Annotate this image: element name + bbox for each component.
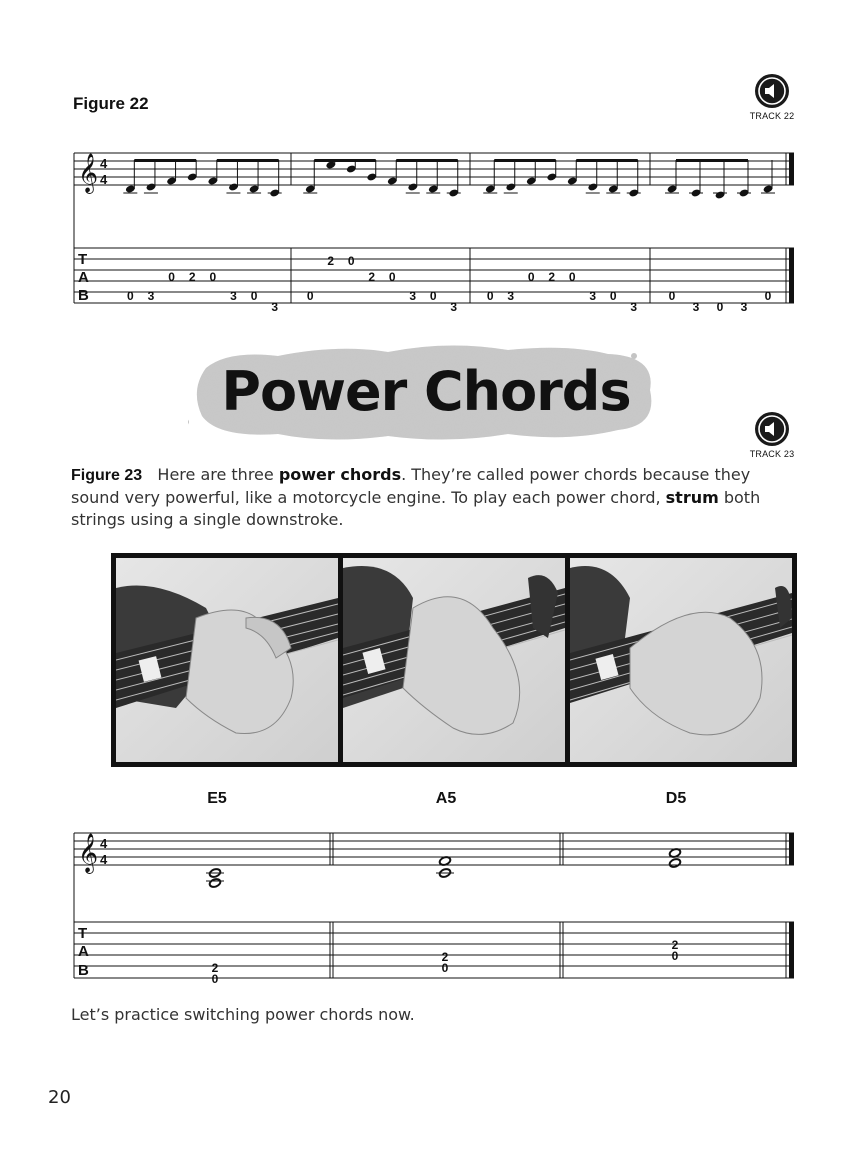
photo-d5-hand	[570, 558, 792, 762]
chord-a5-notes	[436, 856, 454, 879]
tab-number: 2	[368, 270, 376, 284]
text-segment: Here are three	[157, 465, 279, 484]
tab-clef-a: A	[78, 269, 89, 286]
note-beam	[314, 159, 376, 162]
tab-clef-b: B	[78, 962, 89, 979]
photo-a5-hand	[343, 558, 565, 762]
tab-clef-b: B	[78, 287, 89, 304]
time-sig-top: 4	[100, 836, 108, 851]
tab-clef-a: A	[78, 943, 89, 960]
figure-23-tab-staff	[74, 922, 794, 978]
tab-number: 3	[740, 300, 748, 314]
tab-number: 0	[764, 289, 772, 303]
time-sig-bottom: 4	[100, 852, 108, 867]
tab-number: 3	[450, 300, 458, 314]
chord-name-e5: E5	[207, 790, 227, 807]
tab-number: 3	[589, 289, 597, 303]
tab-number: 0	[306, 289, 314, 303]
track-22-label: TRACK 22	[749, 111, 795, 121]
note-beam	[134, 159, 196, 162]
power-chords-banner	[188, 338, 664, 446]
tab-number: 0	[126, 289, 134, 303]
tab-number: 0	[250, 289, 258, 303]
figure-23-barlines	[330, 833, 786, 978]
track-22-badge[interactable]	[732, 74, 812, 121]
tab-a5-a-string: 0	[441, 961, 449, 975]
tab-number: 0	[347, 254, 355, 268]
figure-23-label: Figure 23	[71, 467, 143, 484]
tab-number: 0	[527, 270, 535, 284]
tab-number: 3	[507, 289, 515, 303]
closing-text: Let’s practice switching power chords now.	[71, 1005, 415, 1024]
tab-clef-t: T	[78, 251, 88, 268]
text-segment: . They’re called power chords because they sound very powerful, like a motorcycle engine. To play each power chord,	[71, 465, 751, 507]
figure-22-staff	[74, 153, 794, 185]
tab-number: 3	[271, 300, 279, 314]
tab-number: 3	[692, 300, 700, 314]
treble-clef-icon: 𝄞	[78, 154, 99, 192]
note-beam	[396, 159, 458, 162]
note-beam	[217, 159, 279, 162]
tab-number: 0	[429, 289, 437, 303]
tab-number: 3	[147, 289, 155, 303]
tab-number: 0	[609, 289, 617, 303]
chord-e5-notes	[206, 868, 224, 889]
tab-number: 0	[486, 289, 494, 303]
tab-clef-t: T	[78, 925, 88, 942]
tab-number: 3	[230, 289, 237, 303]
note-beam	[494, 159, 556, 162]
note-beam	[676, 159, 748, 162]
treble-clef-icon: 𝄞	[78, 834, 99, 872]
tab-number: 0	[388, 270, 396, 284]
track-23-label: TRACK 23	[749, 449, 795, 459]
time-sig-bottom: 4	[100, 172, 108, 187]
tab-number: 0	[716, 300, 724, 314]
figure-22-notation	[60, 140, 810, 315]
tab-number: 0	[568, 270, 576, 284]
figure-22-label: Figure 22	[73, 94, 149, 113]
tab-d5-g-string: 2	[671, 938, 679, 952]
tab-number: 3	[409, 289, 417, 303]
tab-number: 0	[168, 270, 175, 284]
bold-power-chords: power chords	[278, 465, 402, 484]
text-segment: both strings using a single downstroke.	[71, 488, 761, 529]
tab-number: 2	[188, 270, 196, 284]
banner-title: Power Chords	[221, 360, 631, 423]
page-number: 20	[48, 1087, 71, 1108]
tab-number: 0	[209, 270, 217, 284]
tab-number: 0	[668, 289, 676, 303]
tab-number: 2	[327, 254, 335, 268]
figure-23-staff	[74, 833, 794, 865]
chord-name-a5: A5	[435, 790, 457, 807]
chord-name-d5: D5	[665, 790, 687, 807]
figure-23-paragraph	[71, 464, 791, 531]
hand-photos-strip	[111, 553, 797, 767]
track-23-badge[interactable]	[732, 412, 812, 459]
photo-e5-hand	[116, 558, 338, 762]
tab-e5-e-string: 0	[211, 972, 219, 986]
figure-23-notation	[60, 820, 810, 990]
tab-a5-d-string: 2	[441, 950, 449, 964]
bold-strum: strum	[665, 488, 719, 507]
time-sig-top: 4	[100, 156, 108, 171]
tab-e5-a-string: 2	[211, 961, 219, 975]
note-beam	[576, 159, 638, 162]
tab-d5-d-string: 0	[671, 949, 679, 963]
speaker-icon	[755, 74, 789, 108]
figure-22-tab-numbers	[127, 254, 772, 314]
tab-number: 2	[548, 270, 556, 284]
figure-22-notes	[123, 159, 775, 200]
tab-number: 3	[630, 300, 638, 314]
speaker-icon	[755, 412, 789, 446]
